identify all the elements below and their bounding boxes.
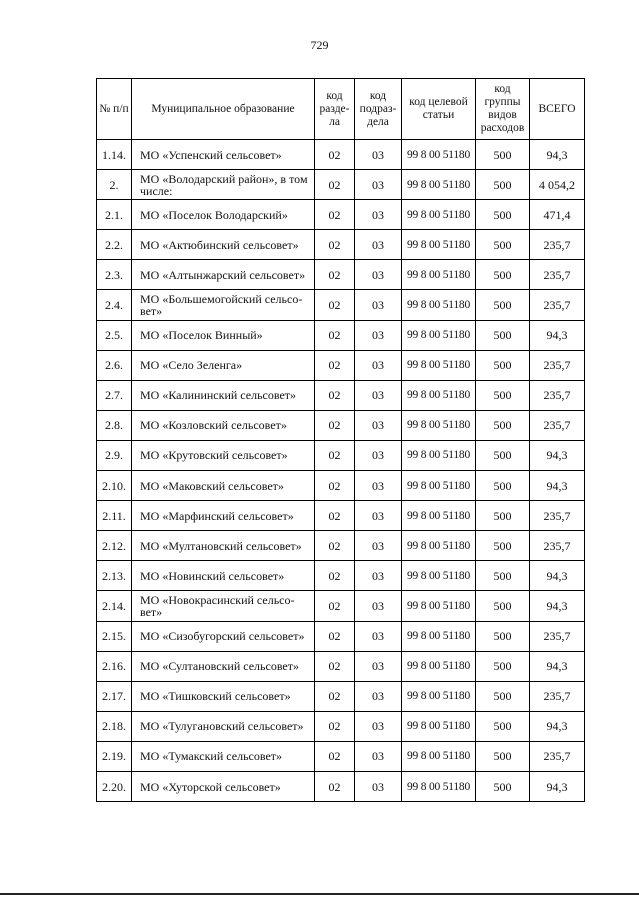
target-code: 99 8 00 51180 — [402, 440, 476, 470]
table-body — [97, 140, 585, 802]
table-row — [97, 471, 585, 501]
table-row — [97, 380, 585, 410]
target-code: 99 8 00 51180 — [402, 561, 476, 591]
table-row — [97, 140, 585, 170]
expense-group-code: 500 — [476, 230, 530, 260]
bottom-rule — [0, 893, 639, 895]
municipality-name: МО «Поселок Винный» — [132, 320, 315, 350]
total-amount: 94,3 — [530, 771, 585, 801]
row-number: 2.2. — [97, 230, 132, 260]
target-code: 99 8 00 51180 — [402, 741, 476, 771]
page-number: 729 — [310, 38, 329, 52]
expense-group-code: 500 — [476, 501, 530, 531]
total-amount: 235,7 — [530, 410, 585, 440]
expense-group-code: 500 — [476, 561, 530, 591]
table-row — [97, 531, 585, 561]
total-amount: 94,3 — [530, 471, 585, 501]
target-code: 99 8 00 51180 — [402, 230, 476, 260]
subsection-code: 03 — [355, 651, 402, 681]
municipality-name: МО «Султановский сельсовет» — [132, 651, 315, 681]
header-num: № п/п — [97, 79, 132, 140]
target-code: 99 8 00 51180 — [402, 140, 476, 170]
total-amount: 471,4 — [530, 200, 585, 230]
municipality-name: МО «Алтынжарский сельсовет» — [132, 260, 315, 290]
expense-group-code: 500 — [476, 440, 530, 470]
section-code: 02 — [315, 621, 355, 651]
municipality-name: МО «Село Зеленга» — [132, 350, 315, 380]
municipality-name: МО «Новинский сельсовет» — [132, 561, 315, 591]
table-row — [97, 681, 585, 711]
section-code: 02 — [315, 681, 355, 711]
section-code: 02 — [315, 350, 355, 380]
header-expense-group: код группы видов расходов — [476, 79, 530, 140]
expense-group-code: 500 — [476, 260, 530, 290]
expense-group-code: 500 — [476, 200, 530, 230]
target-code: 99 8 00 51180 — [402, 501, 476, 531]
total-amount: 235,7 — [530, 741, 585, 771]
subsection-code: 03 — [355, 531, 402, 561]
municipality-name: МО «Калининский сельсовет» — [132, 380, 315, 410]
header-total: ВСЕГО — [530, 79, 585, 140]
table-row — [97, 440, 585, 470]
table-row — [97, 170, 585, 200]
section-code: 02 — [315, 501, 355, 531]
row-number: 1.14. — [97, 140, 132, 170]
section-code: 02 — [315, 170, 355, 200]
table-row — [97, 711, 585, 741]
table-row — [97, 410, 585, 440]
table-row — [97, 591, 585, 621]
total-amount: 235,7 — [530, 260, 585, 290]
row-number: 2.8. — [97, 410, 132, 440]
section-code: 02 — [315, 651, 355, 681]
total-amount: 94,3 — [530, 320, 585, 350]
subsection-code: 03 — [355, 170, 402, 200]
row-number: 2.15. — [97, 621, 132, 651]
municipality-name: МО «Поселок Володарский» — [132, 200, 315, 230]
section-code: 02 — [315, 771, 355, 801]
table-row — [97, 290, 585, 320]
municipality-name: МО «Мултановский сельсовет» — [132, 531, 315, 561]
municipality-name: МО «Марфинский сельсовет» — [132, 501, 315, 531]
row-number: 2.20. — [97, 771, 132, 801]
table-header — [97, 79, 585, 140]
municipality-name: МО «Хуторской сельсовет» — [132, 771, 315, 801]
expense-group-code: 500 — [476, 140, 530, 170]
section-code: 02 — [315, 140, 355, 170]
target-code: 99 8 00 51180 — [402, 621, 476, 651]
target-code: 99 8 00 51180 — [402, 711, 476, 741]
municipality-name: МО «Новокрасинский сельсо-вет» — [132, 591, 315, 621]
row-number: 2.1. — [97, 200, 132, 230]
subsection-code: 03 — [355, 771, 402, 801]
municipality-name: МО «Маковский сельсовет» — [132, 471, 315, 501]
row-number: 2.9. — [97, 440, 132, 470]
target-code: 99 8 00 51180 — [402, 200, 476, 230]
section-code: 02 — [315, 290, 355, 320]
row-number: 2.4. — [97, 290, 132, 320]
table-row — [97, 501, 585, 531]
subsection-code: 03 — [355, 440, 402, 470]
target-code: 99 8 00 51180 — [402, 380, 476, 410]
target-code: 99 8 00 51180 — [402, 471, 476, 501]
row-number: 2.18. — [97, 711, 132, 741]
subsection-code: 03 — [355, 621, 402, 651]
target-code: 99 8 00 51180 — [402, 771, 476, 801]
expense-group-code: 500 — [476, 591, 530, 621]
row-number: 2.10. — [97, 471, 132, 501]
total-amount: 235,7 — [530, 531, 585, 561]
section-code: 02 — [315, 230, 355, 260]
target-code: 99 8 00 51180 — [402, 591, 476, 621]
table-row — [97, 621, 585, 651]
row-number: 2.5. — [97, 320, 132, 350]
subsection-code: 03 — [355, 591, 402, 621]
row-number: 2. — [97, 170, 132, 200]
subsection-code: 03 — [355, 501, 402, 531]
table-row — [97, 651, 585, 681]
row-number: 2.19. — [97, 741, 132, 771]
section-code: 02 — [315, 711, 355, 741]
expense-group-code: 500 — [476, 651, 530, 681]
municipality-name: МО «Успенский сельсовет» — [132, 140, 315, 170]
target-code: 99 8 00 51180 — [402, 320, 476, 350]
subsection-code: 03 — [355, 410, 402, 440]
expense-group-code: 500 — [476, 350, 530, 380]
municipality-name: МО «Тулугановский сельсовет» — [132, 711, 315, 741]
total-amount: 94,3 — [530, 711, 585, 741]
header-row — [97, 79, 585, 140]
header-target: код целевой статьи — [402, 79, 476, 140]
municipality-name: МО «Тумакский сельсовет» — [132, 741, 315, 771]
subsection-code: 03 — [355, 380, 402, 410]
municipality-name: МО «Сизобугорский сельсовет» — [132, 621, 315, 651]
total-amount: 235,7 — [530, 501, 585, 531]
total-amount: 94,3 — [530, 591, 585, 621]
section-code: 02 — [315, 440, 355, 470]
table-row — [97, 771, 585, 801]
target-code: 99 8 00 51180 — [402, 531, 476, 561]
subsection-code: 03 — [355, 230, 402, 260]
row-number: 2.6. — [97, 350, 132, 380]
header-subsection: код подраз-дела — [355, 79, 402, 140]
target-code: 99 8 00 51180 — [402, 290, 476, 320]
subsection-code: 03 — [355, 290, 402, 320]
target-code: 99 8 00 51180 — [402, 170, 476, 200]
expense-group-code: 500 — [476, 741, 530, 771]
subsection-code: 03 — [355, 140, 402, 170]
expense-group-code: 500 — [476, 621, 530, 651]
table-row — [97, 320, 585, 350]
subsection-code: 03 — [355, 200, 402, 230]
section-code: 02 — [315, 531, 355, 561]
expense-group-code: 500 — [476, 410, 530, 440]
expense-group-code: 500 — [476, 531, 530, 561]
section-code: 02 — [315, 591, 355, 621]
target-code: 99 8 00 51180 — [402, 681, 476, 711]
total-amount: 94,3 — [530, 140, 585, 170]
row-number: 2.17. — [97, 681, 132, 711]
table-row — [97, 741, 585, 771]
municipality-name: МО «Козловский сельсовет» — [132, 410, 315, 440]
subsection-code: 03 — [355, 260, 402, 290]
target-code: 99 8 00 51180 — [402, 410, 476, 440]
target-code: 99 8 00 51180 — [402, 350, 476, 380]
expense-group-code: 500 — [476, 320, 530, 350]
section-code: 02 — [315, 741, 355, 771]
expense-group-code: 500 — [476, 380, 530, 410]
section-code: 02 — [315, 561, 355, 591]
table-row — [97, 350, 585, 380]
municipality-name: МО «Крутовский сельсовет» — [132, 440, 315, 470]
table-row — [97, 561, 585, 591]
row-number: 2.14. — [97, 591, 132, 621]
section-code: 02 — [315, 260, 355, 290]
total-amount: 235,7 — [530, 350, 585, 380]
target-code: 99 8 00 51180 — [402, 260, 476, 290]
total-amount: 4 054,2 — [530, 170, 585, 200]
header-municipality: Муниципальное образование — [132, 79, 315, 140]
expense-group-code: 500 — [476, 711, 530, 741]
municipality-name: МО «Актюбинский сельсовет» — [132, 230, 315, 260]
header-section: код разде-ла — [315, 79, 355, 140]
total-amount: 235,7 — [530, 230, 585, 260]
row-number: 2.16. — [97, 651, 132, 681]
expense-group-code: 500 — [476, 471, 530, 501]
section-code: 02 — [315, 200, 355, 230]
total-amount: 235,7 — [530, 621, 585, 651]
section-code: 02 — [315, 380, 355, 410]
expense-group-code: 500 — [476, 771, 530, 801]
section-code: 02 — [315, 410, 355, 440]
subsection-code: 03 — [355, 471, 402, 501]
total-amount: 94,3 — [530, 440, 585, 470]
expense-group-code: 500 — [476, 681, 530, 711]
row-number: 2.7. — [97, 380, 132, 410]
total-amount: 235,7 — [530, 681, 585, 711]
total-amount: 94,3 — [530, 561, 585, 591]
total-amount: 235,7 — [530, 290, 585, 320]
row-number: 2.3. — [97, 260, 132, 290]
municipality-name: МО «Тишковский сельсовет» — [132, 681, 315, 711]
row-number: 2.11. — [97, 501, 132, 531]
total-amount: 94,3 — [530, 651, 585, 681]
subsection-code: 03 — [355, 681, 402, 711]
subsection-code: 03 — [355, 711, 402, 741]
row-number: 2.13. — [97, 561, 132, 591]
target-code: 99 8 00 51180 — [402, 651, 476, 681]
total-amount: 235,7 — [530, 380, 585, 410]
expense-group-code: 500 — [476, 170, 530, 200]
subsection-code: 03 — [355, 320, 402, 350]
table-row — [97, 200, 585, 230]
row-number: 2.12. — [97, 531, 132, 561]
municipality-name: МО «Большемогойский сельсо-вет» — [132, 290, 315, 320]
section-code: 02 — [315, 320, 355, 350]
subsection-code: 03 — [355, 741, 402, 771]
subsection-code: 03 — [355, 561, 402, 591]
subsection-code: 03 — [355, 350, 402, 380]
table-row — [97, 260, 585, 290]
municipality-name: МО «Володарский район», в том числе: — [132, 170, 315, 200]
section-code: 02 — [315, 471, 355, 501]
expense-group-code: 500 — [476, 290, 530, 320]
budget-table — [96, 78, 585, 802]
table-row — [97, 230, 585, 260]
